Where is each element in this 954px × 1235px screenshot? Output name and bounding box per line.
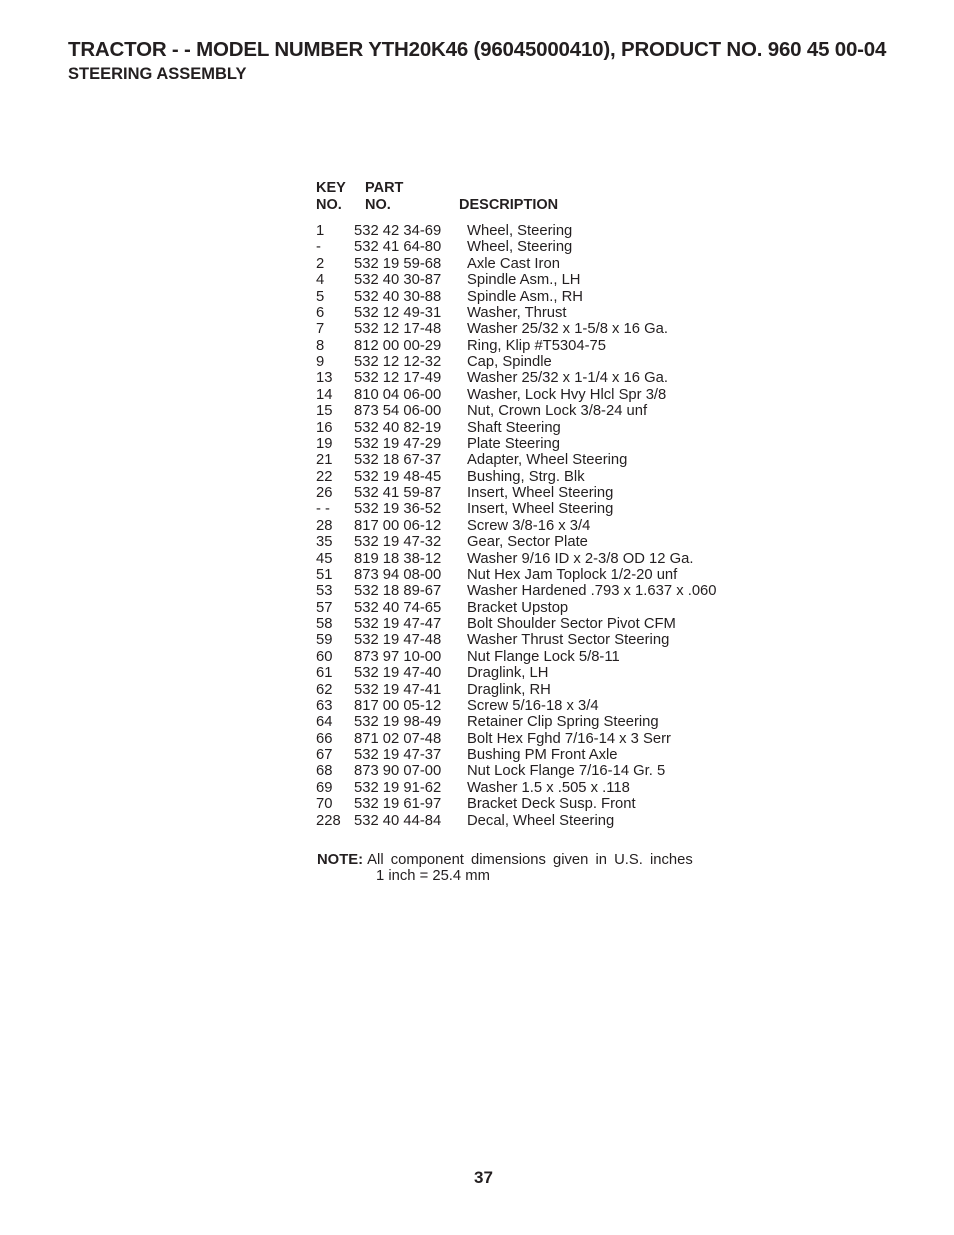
key-no: 228 xyxy=(316,812,341,829)
part-no: 532 12 12-32 xyxy=(354,354,442,370)
note xyxy=(317,852,693,868)
description: Bushing, Strg. Blk xyxy=(467,468,585,485)
part-no: 873 90 07-00 xyxy=(354,763,442,780)
key-no: 5 xyxy=(316,288,325,305)
description: Nut Hex Jam Toplock 1/2-20 unf xyxy=(467,566,678,583)
key-no: 69 xyxy=(316,779,333,796)
description: Cap, Spindle xyxy=(467,354,552,370)
description: Nut Lock Flange 7/16-14 Gr. 5 xyxy=(467,763,666,780)
part-no: 532 19 91-62 xyxy=(354,779,442,796)
part-no: 812 00 00-29 xyxy=(354,337,442,354)
key-no: 14 xyxy=(316,386,333,403)
description: Washer 9/16 ID x 2-3/8 OD 12 Ga. xyxy=(467,550,694,567)
description: Bolt Hex Fghd 7/16-14 x 3 Serr xyxy=(467,730,671,747)
part-no: 532 40 74-65 xyxy=(354,599,442,616)
description: Nut Flange Lock 5/8-11 xyxy=(467,648,620,665)
part-no: 532 12 49-31 xyxy=(354,304,442,321)
part-no: 873 94 08-00 xyxy=(354,566,442,583)
key-no: 66 xyxy=(316,730,333,747)
part-no: 532 19 61-97 xyxy=(354,796,442,813)
note-conversion: 1 inch = 25.4 mm xyxy=(376,868,490,884)
part-no: 532 41 64-80 xyxy=(354,239,442,256)
key-no: 35 xyxy=(316,534,333,551)
description: Bracket Upstop xyxy=(467,599,569,616)
key-no: 64 xyxy=(316,714,333,731)
note-label: NOTE: xyxy=(317,852,364,868)
description: Ring, Klip #T5304-75 xyxy=(467,337,607,354)
part-no: 532 18 67-37 xyxy=(354,452,442,469)
description: Washer 25/32 x 1-5/8 x 16 Ga. xyxy=(467,321,668,338)
description: Insert, Wheel Steering xyxy=(467,485,614,501)
description: Bolt Shoulder Sector Pivot CFM xyxy=(467,616,676,632)
part-no: 532 18 89-67 xyxy=(354,583,442,600)
description: Washer Thrust Sector Steering xyxy=(467,632,670,649)
key-no: 70 xyxy=(316,796,333,813)
key-no: 51 xyxy=(316,566,333,583)
part-no: 532 19 47-37 xyxy=(354,747,442,763)
description: Spindle Asm., RH xyxy=(467,288,583,305)
key-no: 62 xyxy=(316,681,333,698)
part-no: 532 12 17-49 xyxy=(354,370,442,387)
description: Bracket Deck Susp. Front xyxy=(467,796,636,813)
description: Wheel, Steering xyxy=(467,239,573,256)
part-no: 532 19 59-68 xyxy=(354,255,442,272)
description: Decal, Wheel Steering xyxy=(467,812,615,829)
part-no: 532 41 59-87 xyxy=(354,485,442,501)
description: Insert, Wheel Steering xyxy=(467,501,614,518)
part-no: 817 00 05-12 xyxy=(354,697,442,714)
key-no: - - xyxy=(316,501,330,518)
page-number: 37 xyxy=(474,1168,493,1187)
key-no: 59 xyxy=(316,632,333,649)
column-header-part-line1: PART xyxy=(365,180,404,196)
key-no: 19 xyxy=(316,435,333,452)
description: Axle Cast Iron xyxy=(467,255,560,272)
part-no: 532 42 34-69 xyxy=(354,223,442,239)
key-no: 21 xyxy=(316,452,333,469)
key-no: 53 xyxy=(316,583,333,600)
key-no: 67 xyxy=(316,747,333,763)
description: Shaft Steering xyxy=(467,419,561,436)
key-no: 9 xyxy=(316,354,325,370)
description: Retainer Clip Spring Steering xyxy=(467,714,659,731)
part-no: 532 19 48-45 xyxy=(354,468,442,485)
key-no: 2 xyxy=(316,255,325,272)
description: Washer 1.5 x .505 x .118 xyxy=(467,779,630,796)
key-no: 61 xyxy=(316,665,333,682)
description: Wheel, Steering xyxy=(467,223,573,239)
description: Washer Hardened .793 x 1.637 x .060 xyxy=(467,583,717,600)
description: Draglink, RH xyxy=(467,681,551,698)
part-no: 532 19 98-49 xyxy=(354,714,442,731)
part-no: 532 19 47-40 xyxy=(354,665,442,682)
key-no: 7 xyxy=(316,321,325,338)
key-no: 26 xyxy=(316,485,333,501)
part-no: 532 19 36-52 xyxy=(354,501,442,518)
key-no: 1 xyxy=(316,223,325,239)
key-no: 60 xyxy=(316,648,333,665)
key-no: 16 xyxy=(316,419,333,436)
note-text: All component dimensions given in U.S. inches xyxy=(367,852,693,868)
key-no: 28 xyxy=(316,517,333,534)
part-no: 532 12 17-48 xyxy=(354,321,442,338)
description: Nut, Crown Lock 3/8-24 unf xyxy=(467,403,648,420)
description: Adapter, Wheel Steering xyxy=(467,452,628,469)
key-no: - xyxy=(316,239,321,256)
column-header-part-line2: NO. xyxy=(365,197,391,213)
key-no: 57 xyxy=(316,599,333,616)
page-title: TRACTOR - - MODEL NUMBER YTH20K46 (96045000410), PRODUCT NO. 960 45 00-04 xyxy=(68,38,887,61)
key-no: 63 xyxy=(316,697,333,714)
description: Draglink, LH xyxy=(467,665,549,682)
description: Screw 5/16-18 x 3/4 xyxy=(467,697,599,714)
section-title: STEERING ASSEMBLY xyxy=(68,65,247,83)
part-no: 532 19 47-48 xyxy=(354,632,442,649)
description: Washer, Lock Hvy Hlcl Spr 3/8 xyxy=(467,386,667,403)
part-no: 871 02 07-48 xyxy=(354,730,442,747)
column-header-key-line2: NO. xyxy=(316,197,342,213)
description: Plate Steering xyxy=(467,435,560,452)
description: Screw 3/8-16 x 3/4 xyxy=(467,517,591,534)
key-no: 68 xyxy=(316,763,333,780)
description: Gear, Sector Plate xyxy=(467,534,588,551)
part-no: 810 04 06-00 xyxy=(354,386,442,403)
key-no: 58 xyxy=(316,616,333,632)
description: Spindle Asm., LH xyxy=(467,272,581,289)
part-no: 819 18 38-12 xyxy=(354,550,442,567)
key-no: 6 xyxy=(316,304,325,321)
part-no: 532 19 47-32 xyxy=(354,534,442,551)
part-no: 532 40 82-19 xyxy=(354,419,442,436)
part-no: 532 40 30-87 xyxy=(354,272,442,289)
key-no: 15 xyxy=(316,403,333,420)
part-no: 873 54 06-00 xyxy=(354,403,442,420)
column-header-key-line1: KEY xyxy=(316,180,346,196)
part-no: 532 40 30-88 xyxy=(354,288,442,305)
description: Washer 25/32 x 1-1/4 x 16 Ga. xyxy=(467,370,668,387)
key-no: 8 xyxy=(316,337,325,354)
part-no: 873 97 10-00 xyxy=(354,648,442,665)
part-no: 532 40 44-84 xyxy=(354,812,442,829)
key-no: 13 xyxy=(316,370,333,387)
part-no: 532 19 47-47 xyxy=(354,616,442,632)
description: Bushing PM Front Axle xyxy=(467,747,618,763)
part-no: 817 00 06-12 xyxy=(354,517,442,534)
key-no: 22 xyxy=(316,468,333,485)
key-no: 45 xyxy=(316,550,333,567)
part-no: 532 19 47-29 xyxy=(354,435,442,452)
part-no: 532 19 47-41 xyxy=(354,681,442,698)
column-header-description: DESCRIPTION xyxy=(459,197,559,213)
description: Washer, Thrust xyxy=(467,304,567,321)
key-no: 4 xyxy=(316,272,325,289)
